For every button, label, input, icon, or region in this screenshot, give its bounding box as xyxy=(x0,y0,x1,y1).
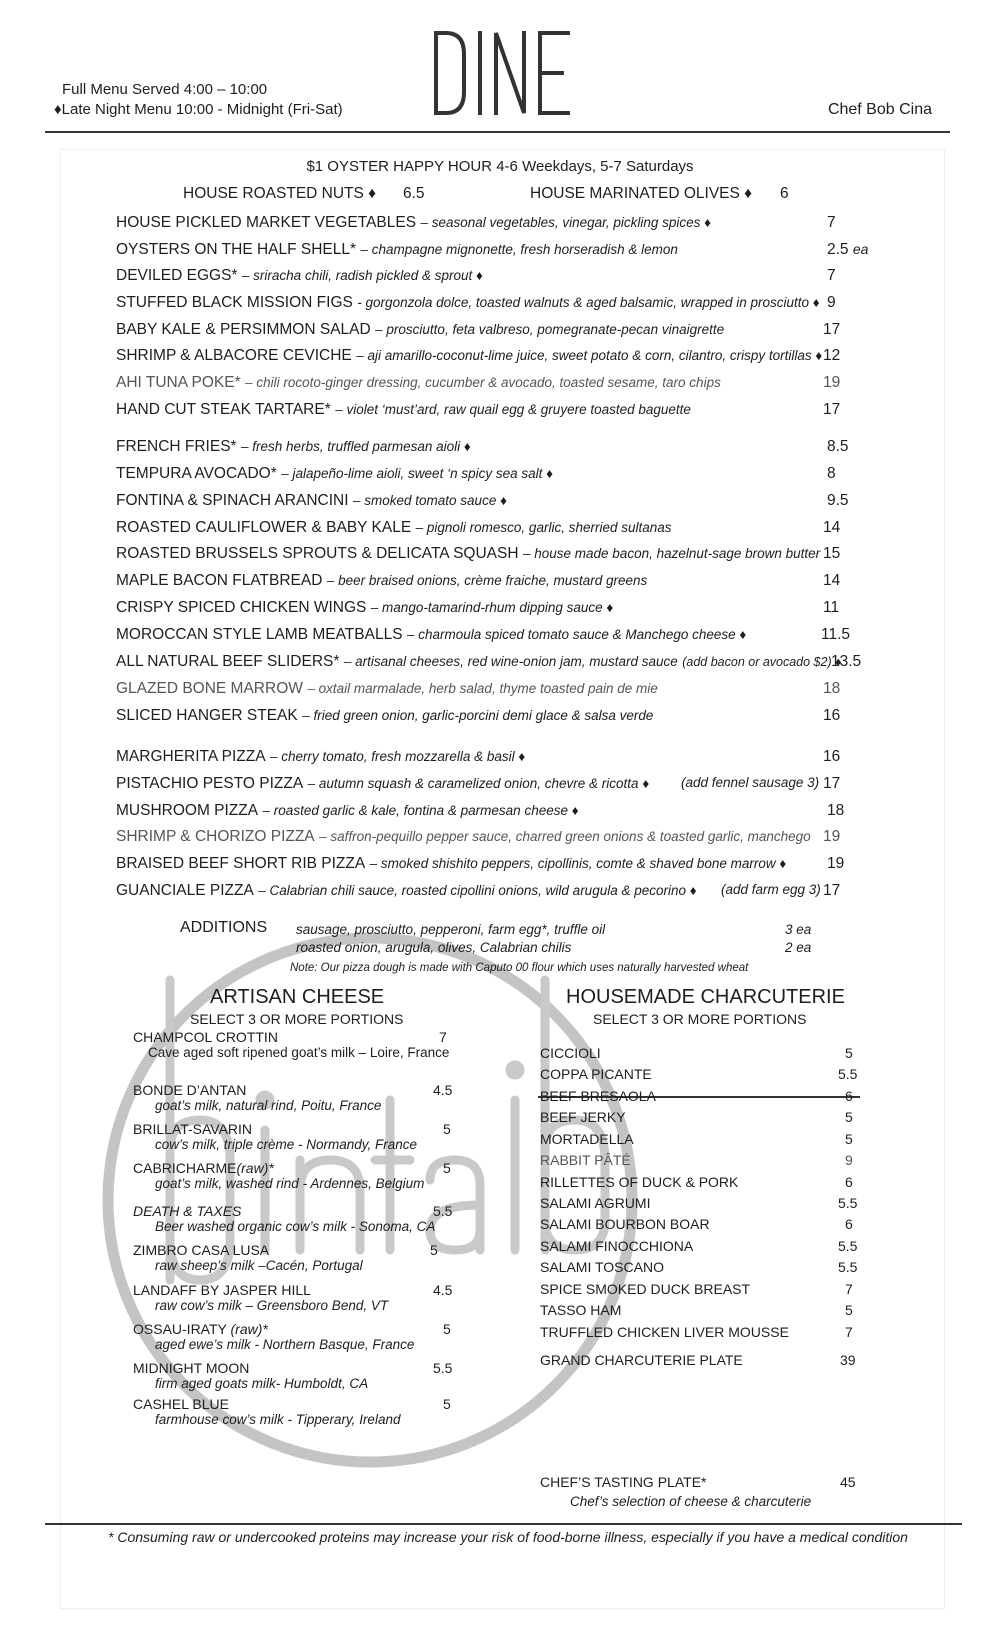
dine-logo xyxy=(432,30,572,116)
cheese-desc: aged ewe’s milk - Northern Basque, France xyxy=(155,1337,415,1352)
menu-item xyxy=(116,545,896,567)
charcuterie-name: MORTADELLA xyxy=(540,1131,634,1147)
charcuterie-price: 5.5 xyxy=(838,1195,858,1211)
cheese-name: OSSAU-IRATY (raw)* xyxy=(133,1321,268,1337)
cheese-desc: raw cow’s milk – Greensboro Bend, VT xyxy=(155,1298,389,1313)
item-name: SLICED HANGER STEAK xyxy=(116,707,298,724)
cheese-price: 5 xyxy=(443,1321,451,1337)
charcuterie-item xyxy=(540,1216,860,1232)
item-name: PISTACHIO PESTO PIZZA xyxy=(116,775,304,792)
item-price: 12 xyxy=(823,347,841,364)
item-price: 9 xyxy=(827,294,836,311)
charcuterie-item xyxy=(540,1174,860,1190)
menu-item xyxy=(116,572,896,594)
menu-item xyxy=(116,321,896,343)
charcuterie-item xyxy=(540,1045,860,1061)
charcuterie-price: 45 xyxy=(840,1474,856,1490)
item-desc: – saffron-pequillo pepper sauce, charred green onions & toasted garlic, manchego xyxy=(319,829,811,844)
charcuterie-name: SALAMI FINOCCHIONA xyxy=(540,1238,694,1254)
item-price: 13.5 xyxy=(831,653,862,670)
charcuterie-name: BEEF BRESAOLA xyxy=(540,1088,656,1104)
charcuterie-item xyxy=(540,1474,860,1490)
cheese-desc: farmhouse cow’s milk - Tipperary, Ireland xyxy=(155,1412,401,1427)
additions-line-2: roasted onion, arugula, olives, Calabrian chilis xyxy=(296,940,572,955)
charcuterie-name: SALAMI AGRUMI xyxy=(540,1195,651,1211)
charcuterie-subtitle: SELECT 3 OR MORE PORTIONS xyxy=(593,1011,807,1027)
charcuterie-item xyxy=(540,1088,860,1104)
charcuterie-price: 5.5 xyxy=(838,1259,858,1275)
item-desc: – fresh herbs, truffled parmesan aioli ♦ xyxy=(241,439,471,454)
menu-item xyxy=(116,626,896,648)
starter-nuts-price: 6.5 xyxy=(403,185,425,202)
item-price: 19 xyxy=(823,828,841,845)
menu-item xyxy=(116,775,896,797)
charcuterie-price: 7 xyxy=(845,1324,853,1340)
charcuterie-name: COPPA PICANTE xyxy=(540,1066,652,1082)
menu-item xyxy=(116,465,896,487)
menu-item xyxy=(116,374,896,396)
item-note: (add bacon or avocado $2) ♦ xyxy=(682,655,842,669)
charcuterie-item xyxy=(540,1195,860,1211)
cheese-item xyxy=(133,1121,453,1152)
charcuterie-price: 5.5 xyxy=(838,1066,858,1082)
charcuterie-title: HOUSEMADE CHARCUTERIE xyxy=(566,986,845,1008)
item-desc: – mango-tamarind-rhum dipping sauce ♦ xyxy=(370,600,614,615)
service-hours xyxy=(54,80,343,120)
item-desc: – jalapeño-lime aioli, sweet ‘n spicy sea salt ♦ xyxy=(281,466,554,481)
item-desc: – roasted garlic & kale, fontina & parmesan cheese ♦ xyxy=(262,803,579,818)
item-price: 11 xyxy=(823,599,840,616)
item-price: 17 xyxy=(823,401,841,418)
item-name: AHI TUNA POKE* xyxy=(116,374,241,391)
starter-olives-name: HOUSE MARINATED OLIVES ♦ xyxy=(530,185,753,202)
starter-nuts xyxy=(183,185,425,203)
additions-price-1: 3 ea xyxy=(785,922,812,937)
item-price: 17 xyxy=(823,321,841,338)
cheese-desc: goat’s milk, washed rind - Ardennes, Belgium xyxy=(155,1176,425,1191)
item-name: ALL NATURAL BEEF SLIDERS* xyxy=(116,653,340,670)
menu-item xyxy=(116,438,896,460)
cheese-item xyxy=(133,1082,453,1113)
item-name: GLAZED BONE MARROW xyxy=(116,680,303,697)
item-desc: – beer braised onions, crème fraiche, mustard greens xyxy=(326,573,648,588)
cheese-desc: cow’s milk, triple crème - Normandy, France xyxy=(155,1137,418,1152)
cheese-title: ARTISAN CHEESE xyxy=(210,986,385,1008)
charcuterie-item xyxy=(540,1324,860,1340)
item-desc: – smoked tomato sauce ♦ xyxy=(353,493,507,508)
item-name: DEVILED EGGS* xyxy=(116,267,238,284)
item-name: MOROCCAN STYLE LAMB MEATBALLS xyxy=(116,626,403,643)
cheese-desc: firm aged goats milk- Humboldt, CA xyxy=(155,1376,369,1391)
cheese-item xyxy=(133,1282,453,1313)
charcuterie-name: RABBIT PÂTÉ xyxy=(540,1152,631,1168)
item-desc: – artisanal cheeses, red wine-onion jam, mustard sauce xyxy=(343,654,678,669)
item-price: 19 xyxy=(823,374,841,391)
item-price: 8 xyxy=(827,465,836,482)
menu-item xyxy=(116,599,896,621)
menu-item xyxy=(116,802,896,824)
item-desc: – pignoli romesco, garlic, sherried sultanas xyxy=(415,520,672,535)
charcuterie-item xyxy=(540,1066,860,1082)
cheese-price: 5 xyxy=(430,1242,438,1258)
item-name: HOUSE PICKLED MARKET VEGETABLES xyxy=(116,214,417,231)
item-name: ROASTED BRUSSELS SPROUTS & DELICATA SQUASH xyxy=(116,545,519,562)
menu-item xyxy=(116,828,896,850)
charcuterie-item xyxy=(540,1259,860,1275)
cheese-item xyxy=(133,1160,453,1191)
item-name: OYSTERS ON THE HALF SHELL* xyxy=(116,241,357,258)
pizza-dough-note: Note: Our pizza dough is made with Caputo 00 flour which uses naturally harvested wheat xyxy=(290,962,749,974)
item-price: 7 xyxy=(827,267,836,284)
item-price: 14 xyxy=(823,572,841,589)
item-name: FRENCH FRIES* xyxy=(116,438,237,455)
additions-line-1: sausage, prosciutto, pepperoni, farm egg*, truffle oil xyxy=(296,922,606,937)
menu-item xyxy=(116,519,896,541)
item-price: 9.5 xyxy=(827,492,849,509)
item-name: ROASTED CAULIFLOWER & BABY KALE xyxy=(116,519,412,536)
cheese-price: 5 xyxy=(443,1160,451,1176)
cheese-desc: Beer washed organic cow’s milk - Sonoma, CA xyxy=(155,1219,436,1234)
item-desc: – cherry tomato, fresh mozzarella & basil ♦ xyxy=(270,749,526,764)
charcuterie-price: 5 xyxy=(845,1109,853,1125)
charcuterie-item xyxy=(540,1281,860,1297)
happy-hour: $1 OYSTER HAPPY HOUR 4-6 Weekdays, 5-7 Saturdays xyxy=(306,158,694,175)
item-desc: – champagne mignonette, fresh horseradish & lemon xyxy=(360,242,678,257)
cheese-name: MIDNIGHT MOON xyxy=(133,1360,250,1376)
starter-olives-price: 6 xyxy=(780,185,789,202)
charcuterie-price: 6 xyxy=(845,1088,853,1104)
charcuterie-name: SALAMI BOURBON BOAR xyxy=(540,1216,710,1232)
charcuterie-item xyxy=(540,1302,860,1318)
item-price: 11.5 xyxy=(821,626,851,643)
item-name: MAPLE BACON FLATBREAD xyxy=(116,572,323,589)
charcuterie-item xyxy=(540,1109,860,1125)
item-name: SHRIMP & ALBACORE CEVICHE xyxy=(116,347,352,364)
item-desc: – violet ‘must’ard, raw quail egg & gruyere toasted baguette xyxy=(335,402,691,417)
cheese-item xyxy=(133,1321,453,1352)
footer-divider xyxy=(45,1523,962,1525)
item-price: 17 xyxy=(823,775,841,792)
menu-item xyxy=(116,748,896,770)
item-desc: – house made bacon, hazelnut-sage brown butter xyxy=(522,546,821,561)
item-price: 17 xyxy=(823,882,841,899)
charcuterie-item xyxy=(540,1238,860,1254)
item-note: (add fennel sausage 3) xyxy=(681,775,820,790)
item-name: CRISPY SPICED CHICKEN WINGS xyxy=(116,599,367,616)
item-name: STUFFED BLACK MISSION FIGS xyxy=(116,294,353,311)
item-name: FONTINA & SPINACH ARANCINI xyxy=(116,492,349,509)
menu-item xyxy=(116,653,896,675)
charcuterie-price: 5.5 xyxy=(838,1238,858,1254)
item-desc: – Calabrian chili sauce, roasted cipollini onions, wild arugula & pecorino ♦ xyxy=(258,883,697,898)
tasting-plate-desc: Chef’s selection of cheese & charcuterie xyxy=(570,1494,812,1509)
cheese-name: BONDE D’ANTAN xyxy=(133,1082,247,1098)
cheese-price: 5.5 xyxy=(433,1203,453,1219)
item-desc: – smoked shishito peppers, cipollinis, comte & shaved bone marrow ♦ xyxy=(369,856,787,871)
item-note: (add farm egg 3) xyxy=(721,882,821,897)
cheese-item xyxy=(133,1203,453,1234)
charcuterie-price: 7 xyxy=(845,1281,853,1297)
charcuterie-item xyxy=(540,1152,860,1168)
cheese-desc: goat’s milk, natural rind, Poitu, France xyxy=(155,1098,382,1113)
item-name: GUANCIALE PIZZA xyxy=(116,882,254,899)
charcuterie-name: SALAMI TOSCANO xyxy=(540,1259,664,1275)
item-name: HAND CUT STEAK TARTARE* xyxy=(116,401,331,418)
food-safety-disclaimer: * Consuming raw or undercooked proteins may increase your risk of food-borne illness, especially if you have a medical condition xyxy=(108,1529,908,1545)
item-desc: – seasonal vegetables, vinegar, pickling spices ♦ xyxy=(420,215,712,230)
cheese-item xyxy=(133,1396,453,1427)
item-name: TEMPURA AVOCADO* xyxy=(116,465,277,482)
item-desc: - gorgonzola dolce, toasted walnuts & aged balsamic, wrapped in prosciutto ♦ xyxy=(357,295,820,310)
item-desc: – chili rocoto-ginger dressing, cucumber & avocado, toasted sesame, taro chips xyxy=(245,375,721,390)
item-desc: – prosciutto, feta valbreso, pomegranate-pecan vinaigrette xyxy=(375,322,725,337)
chef-name: Chef Bob Cina xyxy=(827,101,932,118)
menu-item xyxy=(116,882,896,904)
cheese-name: CABRICHARME(raw)* xyxy=(133,1160,274,1176)
cheese-name: DEATH & TAXES xyxy=(133,1203,242,1219)
item-price: 19 xyxy=(827,855,845,872)
cheese-desc: Cave aged soft ripened goat’s milk – Loire, France xyxy=(148,1045,450,1060)
charcuterie-price: 6 xyxy=(845,1174,853,1190)
item-name: SHRIMP & CHORIZO PIZZA xyxy=(116,828,315,845)
charcuterie-price: 39 xyxy=(840,1352,856,1368)
item-price: 15 xyxy=(823,545,841,562)
cheese-price: 4.5 xyxy=(433,1082,453,1098)
cheese-name: BRILLAT-SAVARIN xyxy=(133,1121,253,1137)
cheese-item xyxy=(133,1029,453,1060)
cheese-item xyxy=(133,1360,453,1391)
additions-price-2: 2 ea xyxy=(785,940,812,955)
cheese-price: 5.5 xyxy=(433,1360,453,1376)
item-desc: – oxtail marmalade, herb salad, thyme toasted pain de mie xyxy=(307,681,658,696)
item-price: 2.5 ea xyxy=(827,241,869,258)
charcuterie-price: 9 xyxy=(845,1152,853,1168)
item-price: 18 xyxy=(823,680,841,697)
charcuterie-name: SPICE SMOKED DUCK BREAST xyxy=(540,1281,751,1297)
item-desc: – aji amarillo-coconut-lime juice, sweet potato & corn, cilantro, crispy tortillas ♦ xyxy=(356,348,823,363)
item-price: 8.5 xyxy=(827,438,849,455)
charcuterie-name: CICCIOLI xyxy=(540,1045,601,1061)
additions-label: ADDITIONS xyxy=(180,919,268,936)
menu-item xyxy=(116,347,896,369)
charcuterie-price: 5 xyxy=(845,1045,853,1061)
full-menu-hours: Full Menu Served 4:00 – 10:00 xyxy=(62,81,268,98)
item-name: MARGHERITA PIZZA xyxy=(116,748,266,765)
cheese-name: LANDAFF BY JASPER HILL xyxy=(133,1282,311,1298)
cheese-name: ZIMBRO CASA LUSA xyxy=(133,1242,270,1258)
menu-item xyxy=(116,214,896,236)
menu-item xyxy=(116,267,896,289)
charcuterie-name: TASSO HAM xyxy=(540,1302,622,1318)
item-price: 16 xyxy=(823,748,841,765)
menu-item xyxy=(116,492,896,514)
charcuterie-price: 6 xyxy=(845,1216,853,1232)
cheese-price: 5 xyxy=(443,1396,451,1412)
menu-item xyxy=(116,855,896,877)
late-night-hours: ♦Late Night Menu 10:00 - Midnight (Fri-Sat) xyxy=(54,101,343,118)
item-price: 7 xyxy=(827,214,836,231)
charcuterie-item xyxy=(540,1131,860,1147)
cheese-name: CASHEL BLUE xyxy=(133,1396,229,1412)
item-desc: – fried green onion, garlic-porcini demi glace & salsa verde xyxy=(302,708,654,723)
charcuterie-name: TRUFFLED CHICKEN LIVER MOUSSE xyxy=(540,1324,789,1340)
item-name: MUSHROOM PIZZA xyxy=(116,802,259,819)
cheese-name: CHAMPCOL CROTTIN xyxy=(133,1029,278,1045)
charcuterie-name: CHEF’S TASTING PLATE* xyxy=(540,1474,707,1490)
starter-nuts-name: HOUSE ROASTED NUTS ♦ xyxy=(183,185,377,202)
header-divider xyxy=(45,131,950,133)
cheese-desc: raw sheep’s milk –Cacén, Portugal xyxy=(155,1258,363,1273)
charcuterie-price: 5 xyxy=(845,1302,853,1318)
item-name: BRAISED BEEF SHORT RIB PIZZA xyxy=(116,855,366,872)
item-desc: – sriracha chili, radish pickled & sprout ♦ xyxy=(241,268,483,283)
menu-item xyxy=(116,680,896,702)
cheese-price: 4.5 xyxy=(433,1282,453,1298)
charcuterie-price: 5 xyxy=(845,1131,853,1147)
menu-item xyxy=(116,707,896,729)
menu-item xyxy=(116,294,896,316)
menu-item xyxy=(116,401,896,423)
item-price: 16 xyxy=(823,707,841,724)
cheese-subtitle: SELECT 3 OR MORE PORTIONS xyxy=(190,1011,404,1027)
cheese-price: 5 xyxy=(443,1121,451,1137)
item-desc: – autumn squash & caramelized onion, chevre & ricotta ♦ xyxy=(307,776,650,791)
item-price: 14 xyxy=(823,519,841,536)
item-price: 18 xyxy=(827,802,845,819)
charcuterie-name: BEEF JERKY xyxy=(540,1109,626,1125)
cheese-price: 7 xyxy=(439,1029,447,1045)
item-desc: – charmoula spiced tomato sauce & Manchego cheese ♦ xyxy=(406,627,747,642)
charcuterie-name: RILLETTES OF DUCK & PORK xyxy=(540,1174,739,1190)
charcuterie-item xyxy=(540,1352,860,1368)
starter-olives xyxy=(530,185,789,203)
menu-item xyxy=(116,241,896,263)
item-name: BABY KALE & PERSIMMON SALAD xyxy=(116,321,371,338)
cheese-item xyxy=(133,1242,453,1273)
charcuterie-name: GRAND CHARCUTERIE PLATE xyxy=(540,1352,743,1368)
